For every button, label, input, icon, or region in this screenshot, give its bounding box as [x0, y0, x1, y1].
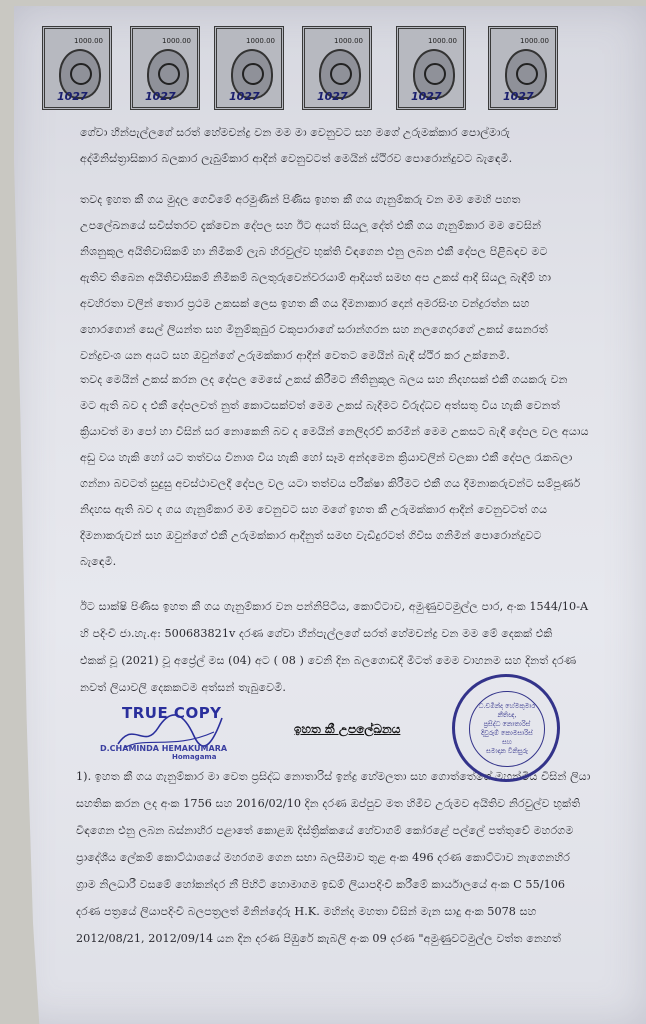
stamp-value: 1000.00: [428, 37, 457, 45]
seal-text: නීතිඥ,: [497, 711, 517, 719]
schedule-line: ග්‍රාම නිලධාරී වසමේ හෝකන්දර නී පිහිටි හොමාගම ඉඩම් ලියාපදිංචි කරීමේ කාර්යාලයේ අංක C 55/106: [76, 878, 566, 891]
seal-text: ධ.චමින්ද හේමකුමාර: [478, 702, 536, 710]
paragraph-4-line: ඊට සාක්ෂි පිණිස ඉහත කී ගය ගැනුම්කාර වන පන්නිපිටිය, කොට්ටාව, අමුණුවටමුල්ල පාර, අංක 1544/10-A: [80, 600, 589, 613]
stamp-value: 1000.00: [334, 37, 363, 45]
notary-name: D.CHAMINDA HEMAKUMARA: [100, 744, 228, 753]
stamp-value: 1000.00: [74, 37, 103, 45]
paragraph-2-line: වන්ද්‍රවංශ යන අයට සහ ඔවුන්ගේ උරුමක්කාර ආදීන් වෙතට මෙයින් බැඳී ස්ථිර කර උක්නෙමි.: [80, 349, 510, 362]
notary-seal: [452, 674, 560, 782]
paragraph-4-line: නවත් ලියාවලි දෙකකටම අත්සන් තැබුවෙමි.: [80, 681, 286, 694]
notary-signature: [100, 744, 227, 761]
paragraph-2-line: තවද ඉහත කී ගය මුදල ගෙවිමේ අරමුණින් පිණිස ඉහත කී ගය ගැනුම්කරු වන මම මෙහි පහත: [80, 193, 521, 206]
paragraph-2-line: උපලේඛනයේ සවිස්තරව දැක්වෙන දේපල සහ ඊට අයත් සියලු දේත් එකී ගය ගැනුම්කාර මම වෙසින්: [80, 219, 542, 232]
stamp-value: 1000.00: [520, 37, 549, 45]
seal-text: දිවුරුම් කොමසාරිස්: [481, 729, 533, 737]
paragraph-2-line: හොරගොන් සෙල් ලියන්ත සහ මිනුම්කුබුර වකුපාරාගේ සරාන්ගරන සහ නලගෙදාරගේ උකස් සෙනරත්: [80, 323, 548, 336]
stamp-signature: 1027: [411, 90, 442, 103]
revenue-stamp: [130, 26, 200, 110]
stamp-signature: 1027: [317, 90, 348, 103]
schedule-line: 2012/08/21, 2012/09/14 යන දින දරණ පිඹුරේ කැබලි අංක 09 දරණ "අමුණුවටමුල්ල වත්ත නෙහත්: [76, 932, 562, 945]
paragraph-3-line: තවද මෙයින් උකස් කරන ලද දේපල මෙසේ උකස් කිරීමට නීතිනුකූල බලය සහ නිදහසක් එකී ගයකරු වන: [80, 373, 568, 386]
paragraph-3-line: ක්‍රියාවත් මා පෝ හා විසින් සර නොකෙනි බව ද මෙයින් නෙලිදරව් කරමින් මෙම උකසට බැඳී දේපල වල අයාය: [80, 425, 589, 438]
schedule-line: විඳගෙන එනු ලබන බස්නාහිර පළාතේ කොළඹ දිස්ත්‍රික්කයේ හේවාගම් කෝරළේ පල්ලේ පත්තුවේ මහරගම: [76, 824, 574, 837]
schedule-line: දරණ පත්‍රයේ ලියාපදිංචි බලපත්‍රලත් මිනින්දෝරු H.K. මහින්ද මහතා විසින් මැන සාදු අංක 5078 සහ: [76, 905, 537, 918]
schedule-line: සහතික කරන ලද අංක 1756 සහ 2016/02/10 දින දරණ ඔප්පුව මත හිමිව උරුමව අයිතිව නිරවුල්ව භුක්ති: [76, 797, 581, 810]
stamp-signature: 1027: [145, 90, 176, 103]
revenue-stamp: [42, 26, 112, 110]
paragraph-1-line: අද්මිනිස්ත්‍රාසිකාර බලකාර ලැබුම්කාර ආදීන් වෙනුවටත් මෙයින් ස්ථිරව පොරොන්දුවට බැඳෙමි.: [80, 152, 513, 165]
revenue-stamp: [488, 26, 558, 110]
paragraph-3-line: මට ඇති බව ද එකී දේපලවත් නුත් කොටසක්වත් මෙම උකස් බැදීමට විරුද්ධව අත්සතු විය හැකි වෙනත්: [80, 399, 560, 412]
stamp-value: 1000.00: [162, 37, 191, 45]
stamp-signature: 1027: [229, 90, 260, 103]
revenue-stamps: [42, 26, 564, 114]
stamp-signature: 1027: [503, 90, 534, 103]
paragraph-3-line: නිදහස ඇති බව ද ගය ගැනුම්කාර මම වෙනුවට සහ මගේ ඉහත කී උරුමක්කාර ආදීන් වෙනුවටත් ගය: [80, 503, 548, 516]
paragraph-3-line: අඩු වය හැකි හෝ යට තත්වය විනාශ විය හැකි හෝ සෑම අන්දමෙන ක්‍රියාවලින් වලකා එකී දේපල රැකබලා: [80, 451, 573, 464]
paragraph-1-line: ගේවා හීන්පැල්ලගේ සරත් හේමචන්ද්‍ර වන මම මා වෙනුවට සහ මගේ උරුමක්කාර පොල්මාරු: [80, 126, 510, 139]
revenue-stamp: [214, 26, 284, 110]
notary-location: Homagama: [172, 753, 217, 761]
paragraph-4-line: එකක් වූ (2021) වූ අප්‍රේල් මස (04) අට ( 08 ) වෙනි දින බලගොඩදී මිටත් මෙම වාහනම සහ දිනත් දරණ: [80, 654, 577, 667]
schedule-line: ප්‍රාදේශීය ලේකම් කොට්ඨාශයේ මහරගම ගෙන සභා බලසීමාව තුළ අංක 496 දරණ කොට්ටාව නැගෙනහිර: [76, 851, 571, 864]
stamp-value: 1000.00: [246, 37, 275, 45]
schedule-line: 1). ඉහත කී ගය ගැනුම්කාර මා වෙත ප්‍රසිද්ධ නොතාරිස් ඉන්ද්‍ර හේමලතා සහ ගොත්තේගේ මහත්මිය විසින් ලියා: [76, 770, 591, 783]
paragraph-3-line: ගන්නා බවටත් සුදුසු අවස්ථාවලදී දේපල වල යටා තත්වය පරීක්ෂා කිරීමට එකී ගය දීමනාකරුවන්ට සම්පූර්ණ: [80, 477, 581, 490]
seal-text: ප්‍රසිද්ධ නොතාරිස්: [483, 720, 531, 728]
paragraph-3-line: බැඳෙමි.: [80, 555, 117, 568]
seal-text: සමාදාන විනිසුරු: [486, 747, 528, 755]
paragraph-2-line: අවහිරතා වලින් තොර ප්‍රථම උකසක් ලෙස ඉහත කී ගය දීමනාකාර දොන් අමරසිංහ වන්ද්‍රරත්න සහ: [80, 297, 530, 310]
paragraph-2-line: නිශනුකූල අයිතිවාසිකම් හා නිමිකම් ලැබ හිරවුල්ව භුක්ති විඳගෙන එනු ලබන එකී දේපල පිළිබඳව මට: [80, 245, 548, 258]
schedule-heading: ඉහත කී උපලේඛනය: [294, 722, 401, 736]
seal-text: සහ: [502, 738, 512, 746]
stamp-signature: 1027: [57, 90, 88, 103]
paragraph-3-line: දීමනාකරුවන් සහ ඔවුන්ගේ එකී උරුමක්කාර ආදීනුත් සමඟ වැඩිදුරටත් ගිවිස ගනිමින් පොරොන්දුවට: [80, 529, 542, 542]
revenue-stamp: [396, 26, 466, 110]
revenue-stamp: [302, 26, 372, 110]
paragraph-4-line: හි පදිංචි ජා.හැ.අ: 500683821v දරණ ගේවා හීන්පැල්ලගේ සරත් හේමචන්ද්‍ර වන මම මේ දෙකක් එකි: [80, 627, 553, 640]
paragraph-2-line: ඇතිව තිබෙන අයිතිවාසිකම් නිමිකම් බලතුරුවෙන්වරයාම් ආදියත් සමඟ අප උකස් ආදී සියලු බැඳීම් හා: [80, 271, 552, 284]
true-copy-stamp: TRUE COPY: [122, 704, 222, 722]
